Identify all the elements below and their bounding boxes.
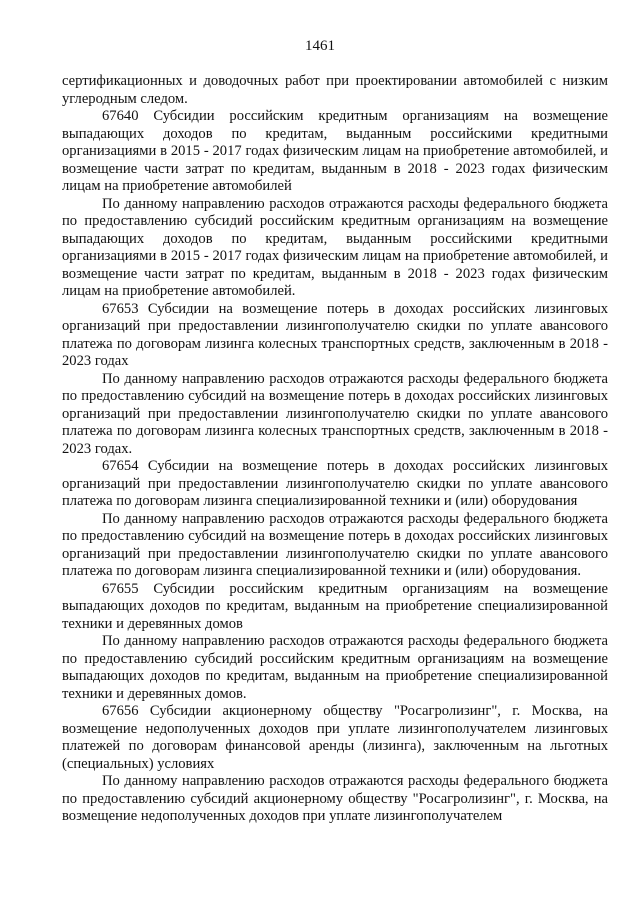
- paragraph-continuation: сертификационных и доводочных работ при проектировании автомобилей с низким углеродным следом.: [62, 73, 608, 107]
- paragraph-code-67655-heading: 67655 Субсидии российским кредитным организациям на возмещение выпадающих доходов по кредитам, выданным на приобретение специализированной техники и деревянных домов: [62, 580, 608, 632]
- paragraph-code-67656-heading: 67656 Субсидии акционерному обществу "Росагролизинг", г. Москва, на возмещение недополученных доходов при уплате лизингополучателем лизинговых платежей по договорам финансовой аренды (лизинга), заключенным на льготных (специальных) условиях: [62, 703, 608, 772]
- paragraph-code-67656-description: По данному направлению расходов отражаются расходы федерального бюджета по предоставлению субсидий акционерному обществу "Росагролизинг", г. Москва, на возмещение недополученных доходов при уплате лизингополучателем: [62, 773, 608, 824]
- paragraph-code-67653-description: По данному направлению расходов отражаются расходы федерального бюджета по предоставлению субсидий на возмещение потерь в доходах российских лизинговых организаций при предоставлении лизингополучателю скидки по уплате авансового платежа по договорам лизинга колесных транспортных средств, заключенным в 2018 - 2023 годах.: [62, 370, 608, 457]
- document-body: [62, 73, 608, 826]
- paragraph-code-67654-heading: 67654 Субсидии на возмещение потерь в доходах российских лизинговых организаций при предоставлении лизингополучателю скидки по уплате авансового платежа по договорам лизинга специализированной техники и (или) оборудования: [62, 458, 608, 509]
- paragraph-code-67640-heading: 67640 Субсидии российским кредитным организациям на возмещение выпадающих доходов по кредитам, выданным российскими кредитными организациями в 2015 - 2017 годах физическим лицам на приобретение автомобилей, и возмещение части затрат по кредитам, выданным в 2018 - 2023 годах физическим лицам на приобретение автомобилей: [62, 108, 608, 194]
- paragraph-code-67655-description: По данному направлению расходов отражаются расходы федерального бюджета по предоставлению субсидий российским кредитным организациям на возмещение выпадающих доходов по кредитам, выданным на приобретение специализированной техники и деревянных домов.: [62, 633, 608, 702]
- paragraph-code-67653-heading: 67653 Субсидии на возмещение потерь в доходах российских лизинговых организаций при предоставлении лизингополучателю скидки по уплате авансового платежа по договорам лизинга колесных транспортных средств, заключенным в 2018 - 2023 годах: [62, 300, 608, 369]
- paragraph-code-67654-description: По данному направлению расходов отражаются расходы федерального бюджета по предоставлению субсидий на возмещение потерь в доходах российских лизинговых организаций при предоставлении лизингополучателю скидки по уплате авансового платежа по договорам лизинга специализированной техники и (или) оборудования.: [62, 510, 608, 579]
- page-number: 1461: [305, 38, 335, 54]
- paragraph-code-67640-description: По данному направлению расходов отражаются расходы федерального бюджета по предоставлению субсидий российским кредитным организациям на возмещение выпадающих доходов по кредитам, выданным российскими кредитными организациями в 2015 - 2017 годах физическим лицам на приобретение автомобилей, и возмещение части затрат по кредитам, выданным в 2018 - 2023 годах физическим лицам на приобретение автомобилей.: [62, 195, 608, 299]
